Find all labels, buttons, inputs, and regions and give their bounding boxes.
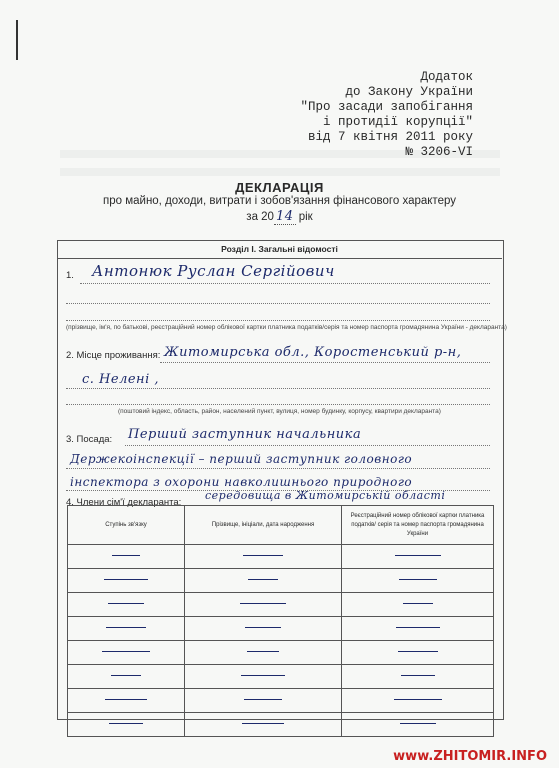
site-watermark bbox=[393, 749, 547, 764]
item1-number: 1. bbox=[66, 270, 74, 281]
pen-mark bbox=[16, 20, 18, 60]
section-title: Розділ I. Загальні відомості bbox=[57, 240, 502, 259]
table-cell bbox=[342, 641, 494, 665]
table-row bbox=[68, 665, 494, 689]
table-cell bbox=[68, 617, 185, 641]
table-cell bbox=[185, 617, 342, 641]
handwritten-dash bbox=[241, 675, 285, 676]
table-row bbox=[68, 569, 494, 593]
appendix-line: і протидії корупції" bbox=[322, 115, 473, 129]
handwritten-dash bbox=[394, 699, 442, 700]
table-cell bbox=[342, 713, 494, 737]
table-row bbox=[68, 713, 494, 737]
handwritten-dash bbox=[111, 675, 141, 676]
table-cell bbox=[185, 569, 342, 593]
table-cell bbox=[185, 713, 342, 737]
handwritten-dash bbox=[401, 675, 435, 676]
handwritten-dash bbox=[398, 651, 438, 652]
item1-line bbox=[66, 320, 490, 321]
handwritten-dash bbox=[240, 603, 286, 604]
watermark-site: ZHITOMIR bbox=[433, 749, 507, 764]
table-cell bbox=[342, 617, 494, 641]
watermark-prefix: www. bbox=[393, 749, 434, 764]
table-cell bbox=[342, 569, 494, 593]
handwritten-dash bbox=[244, 699, 282, 700]
handwritten-dash bbox=[112, 555, 140, 556]
item2-label: 2. Місце проживання: bbox=[66, 350, 161, 361]
table-cell bbox=[185, 641, 342, 665]
table-cell bbox=[342, 545, 494, 569]
item2-address-handwritten-2: с. Нелені , bbox=[82, 372, 160, 387]
item2-address-handwritten: Житомирська обл., Коростенський р-н, bbox=[164, 345, 462, 360]
table-cell bbox=[68, 713, 185, 737]
year-suffix: рік bbox=[298, 211, 313, 223]
table-cell bbox=[68, 641, 185, 665]
table-row bbox=[68, 545, 494, 569]
handwritten-dash bbox=[108, 603, 144, 604]
handwritten-dash bbox=[400, 723, 436, 724]
table-cell bbox=[185, 665, 342, 689]
table-cell bbox=[68, 569, 185, 593]
appendix-line: Додаток bbox=[420, 70, 473, 84]
item3-label: 3. Посада: bbox=[66, 434, 113, 445]
appendix-line: № 3206-VI bbox=[405, 145, 473, 159]
item2-caption: (поштовий індекс, область, район, населений пункт, вулиця, номер будинку, корпусу, квартири декларанта) bbox=[118, 408, 441, 415]
item1-line bbox=[80, 283, 490, 284]
column-header: Реєстраційний номер облікової картки платника податків/ серія та номер паспорта громадянина України bbox=[342, 506, 494, 545]
table-cell bbox=[185, 593, 342, 617]
handwritten-dash bbox=[247, 651, 279, 652]
handwritten-dash bbox=[243, 555, 283, 556]
handwritten-dash bbox=[109, 723, 143, 724]
bleed-through-line bbox=[60, 168, 500, 176]
table-row bbox=[68, 641, 494, 665]
item3-position-handwritten-1: Перший заступник начальника bbox=[128, 427, 362, 442]
table-row bbox=[68, 617, 494, 641]
handwritten-dash bbox=[105, 699, 147, 700]
table-header-row bbox=[68, 506, 494, 545]
appendix-line: від 7 квітня 2011 року bbox=[307, 130, 473, 144]
document-year bbox=[0, 209, 559, 224]
family-members-table bbox=[67, 505, 494, 737]
handwritten-dash bbox=[396, 627, 440, 628]
item2-line bbox=[160, 362, 490, 363]
item1-line bbox=[66, 303, 490, 304]
item2-line bbox=[66, 404, 490, 405]
table-cell bbox=[185, 689, 342, 713]
item3-line bbox=[66, 490, 490, 491]
item2-line bbox=[66, 388, 490, 389]
appendix-note bbox=[300, 70, 473, 160]
column-header: Ступінь зв'язку bbox=[68, 506, 185, 545]
item1-name-handwritten: Антонюк Руслан Сергійович bbox=[92, 262, 335, 280]
handwritten-dash bbox=[395, 555, 441, 556]
handwritten-dash bbox=[104, 579, 148, 580]
year-prefix: за 20 bbox=[246, 211, 274, 223]
column-header: Прізвище, ініціали, дата народження bbox=[185, 506, 342, 545]
table-cell bbox=[342, 665, 494, 689]
appendix-line: "Про засади запобігання bbox=[300, 100, 473, 114]
handwritten-dash bbox=[399, 579, 437, 580]
handwritten-dash bbox=[403, 603, 433, 604]
table-cell bbox=[342, 689, 494, 713]
table-cell bbox=[68, 545, 185, 569]
document-subtitle: про майно, доходи, витрати і зобов'язання фінансового характеру bbox=[103, 195, 456, 207]
watermark-suffix: .INFO bbox=[506, 749, 547, 764]
table-row bbox=[68, 593, 494, 617]
table-row bbox=[68, 689, 494, 713]
item3-position-handwritten-4: середовища в Житомирській області bbox=[205, 489, 446, 502]
table-cell bbox=[185, 545, 342, 569]
handwritten-dash bbox=[102, 651, 150, 652]
table-body bbox=[68, 545, 494, 737]
item3-line bbox=[125, 445, 490, 446]
table-cell bbox=[68, 689, 185, 713]
table-cell bbox=[342, 593, 494, 617]
item1-caption: (прізвище, ім'я, по батькові, реєстраційний номер облікової картки платника податків/серія та номер паспорта громадянина України - декларанта) bbox=[66, 324, 507, 331]
appendix-line: до Закону України bbox=[345, 85, 473, 99]
handwritten-dash bbox=[248, 579, 278, 580]
item3-line bbox=[66, 468, 490, 469]
item4-label: 4. Члени сім'ї декларанта: bbox=[66, 497, 182, 508]
handwritten-dash bbox=[106, 627, 146, 628]
table-cell bbox=[68, 593, 185, 617]
handwritten-dash bbox=[245, 627, 281, 628]
document-title: ДЕКЛАРАЦІЯ bbox=[235, 180, 324, 195]
item3-position-handwritten-2: Держекоінспекції – перший заступник головного bbox=[70, 452, 413, 466]
table-cell bbox=[68, 665, 185, 689]
year-handwritten: 14 bbox=[275, 209, 294, 224]
item3-position-handwritten-3: інспектора з охорони навколишнього природного bbox=[70, 475, 413, 489]
handwritten-dash bbox=[242, 723, 284, 724]
